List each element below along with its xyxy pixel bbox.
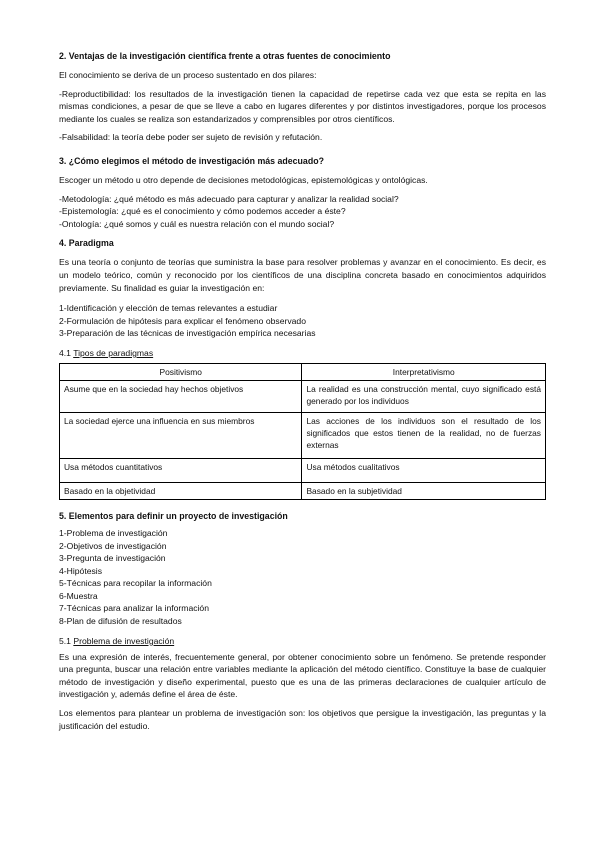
table-row xyxy=(60,458,546,482)
table-header-interpretativismo: Interpretativismo xyxy=(302,363,546,380)
section-2-reproductibilidad: -Reproductibilidad: los resultados de la investigación tienen la capacidad de repetirse cada vez que esta se repita en las mismas condiciones, a pesar de que se lleve a cabo en lugares diferentes y por distintos investigadores, porque los procesos mediante los cuales se realiza son estandarizados y comprensibles por otros científicos. xyxy=(59,88,546,124)
table-cell: La realidad es una construcción mental, cuyo significado está generado por los individuos xyxy=(302,380,546,412)
table-header-row xyxy=(60,363,546,380)
table-cell: Las acciones de los individuos son el resultado de los significados que estos tienen de la realidad, no de fuerzas externas xyxy=(302,412,546,458)
section-4-item-2: 2-Formulación de hipótesis para explicar el fenómeno observado xyxy=(59,315,306,326)
table-cell: Basado en la subjetividad xyxy=(302,482,546,499)
subsection-5-1-title: Problema de investigación xyxy=(73,635,175,646)
paradigms-table xyxy=(59,363,546,500)
section-2-intro: El conocimiento se deriva de un proceso sustentado en dos pilares: xyxy=(59,70,317,80)
section-4-heading: 4. Paradigma xyxy=(59,238,114,249)
subsection-4-1-number: 4.1 xyxy=(59,347,74,358)
section-5-heading: 5. Elementos para definir un proyecto de investigación xyxy=(59,510,288,521)
table-row xyxy=(60,380,546,412)
section-5-item-1: 1-Problema de investigación xyxy=(59,527,168,538)
section-5-1-paragraph-1: Es una expresión de interés, frecuentemente general, por obtener conocimiento sobre un fenómeno. Se pretende responder una pregunta, buscar una relación entre variables mediante la aplicación del método científico. Constituye la base de cualquier método de investigación y diseño experimental, puesto que es una de las primeras declaraciones de cualquier artículo de investigación y, además define el área de éste. xyxy=(59,651,546,700)
section-5-item-5: 5-Técnicas para recopilar la información xyxy=(59,578,212,589)
subsection-5-1-number: 5.1 xyxy=(59,635,74,646)
section-5-1-paragraph-2: Los elementos para plantear un problema de investigación son: los objetivos que persigue la investigación, las preguntas y la justificación del estudio. xyxy=(59,708,546,731)
subsection-5-1-heading xyxy=(59,635,546,647)
table-cell: Usa métodos cuantitativos xyxy=(60,458,302,482)
section-2-heading: 2. Ventajas de la investigación científica frente a otras fuentes de conocimiento xyxy=(59,51,391,61)
section-5-item-7: 7-Técnicas para analizar la información xyxy=(59,603,209,614)
section-3-item-metodologia: -Metodología: ¿qué método es más adecuado para capturar y analizar la realidad social? xyxy=(59,193,399,204)
section-3-intro: Escoger un método u otro depende de decisiones metodológicas, epistemológicas y ontológicas. xyxy=(59,174,428,185)
section-3-item-epistemologia: -Epistemología: ¿qué es el conocimiento y cómo podemos acceder a éste? xyxy=(59,206,346,217)
section-3-heading: 3. ¿Cómo elegimos el método de investigación más adecuado? xyxy=(59,155,324,166)
document-page xyxy=(59,50,546,738)
table-row xyxy=(60,412,546,458)
section-4-item-1: 1-Identificación y elección de temas relevantes a estudiar xyxy=(59,303,278,314)
section-5-item-4: 4-Hipótesis xyxy=(59,565,102,576)
table-row xyxy=(60,482,546,499)
section-5-item-3: 3-Pregunta de investigación xyxy=(59,553,166,564)
section-5-item-6: 6-Muestra xyxy=(59,590,98,601)
section-5-item-2: 2-Objetivos de investigación xyxy=(59,540,167,551)
section-3-item-ontologia: -Ontología: ¿qué somos y cuál es nuestra relación con el mundo social? xyxy=(59,218,335,229)
section-4-paragraph: Es una teoría o conjunto de teorías que suministra la base para resolver problemas y avanzar en el conocimiento. Es decir, es un modelo teórico, común y reconocido por los científicos de una disciplina concreta basado en conocimientos adquiridos previamente. Su finalidad es guiar la investigación en: xyxy=(59,257,546,293)
table-cell: La sociedad ejerce una influencia en sus miembros xyxy=(60,412,302,458)
subsection-4-1-title: Tipos de paradigmas xyxy=(73,347,154,358)
table-cell: Usa métodos cualitativos xyxy=(302,458,546,482)
section-4-item-3: 3-Preparación de las técnicas de investigación empírica necesarias xyxy=(59,328,316,339)
section-2-falsabilidad: -Falsabilidad: la teoría debe poder ser sujeto de revisión y refutación. xyxy=(59,132,323,143)
table-cell: Asume que en la sociedad hay hechos objetivos xyxy=(60,380,302,412)
subsection-4-1-heading xyxy=(59,347,546,359)
section-5-item-8: 8-Plan de difusión de resultados xyxy=(59,616,182,627)
table-cell: Basado en la objetividad xyxy=(60,482,302,499)
table-header-positivismo: Positivismo xyxy=(60,363,302,380)
